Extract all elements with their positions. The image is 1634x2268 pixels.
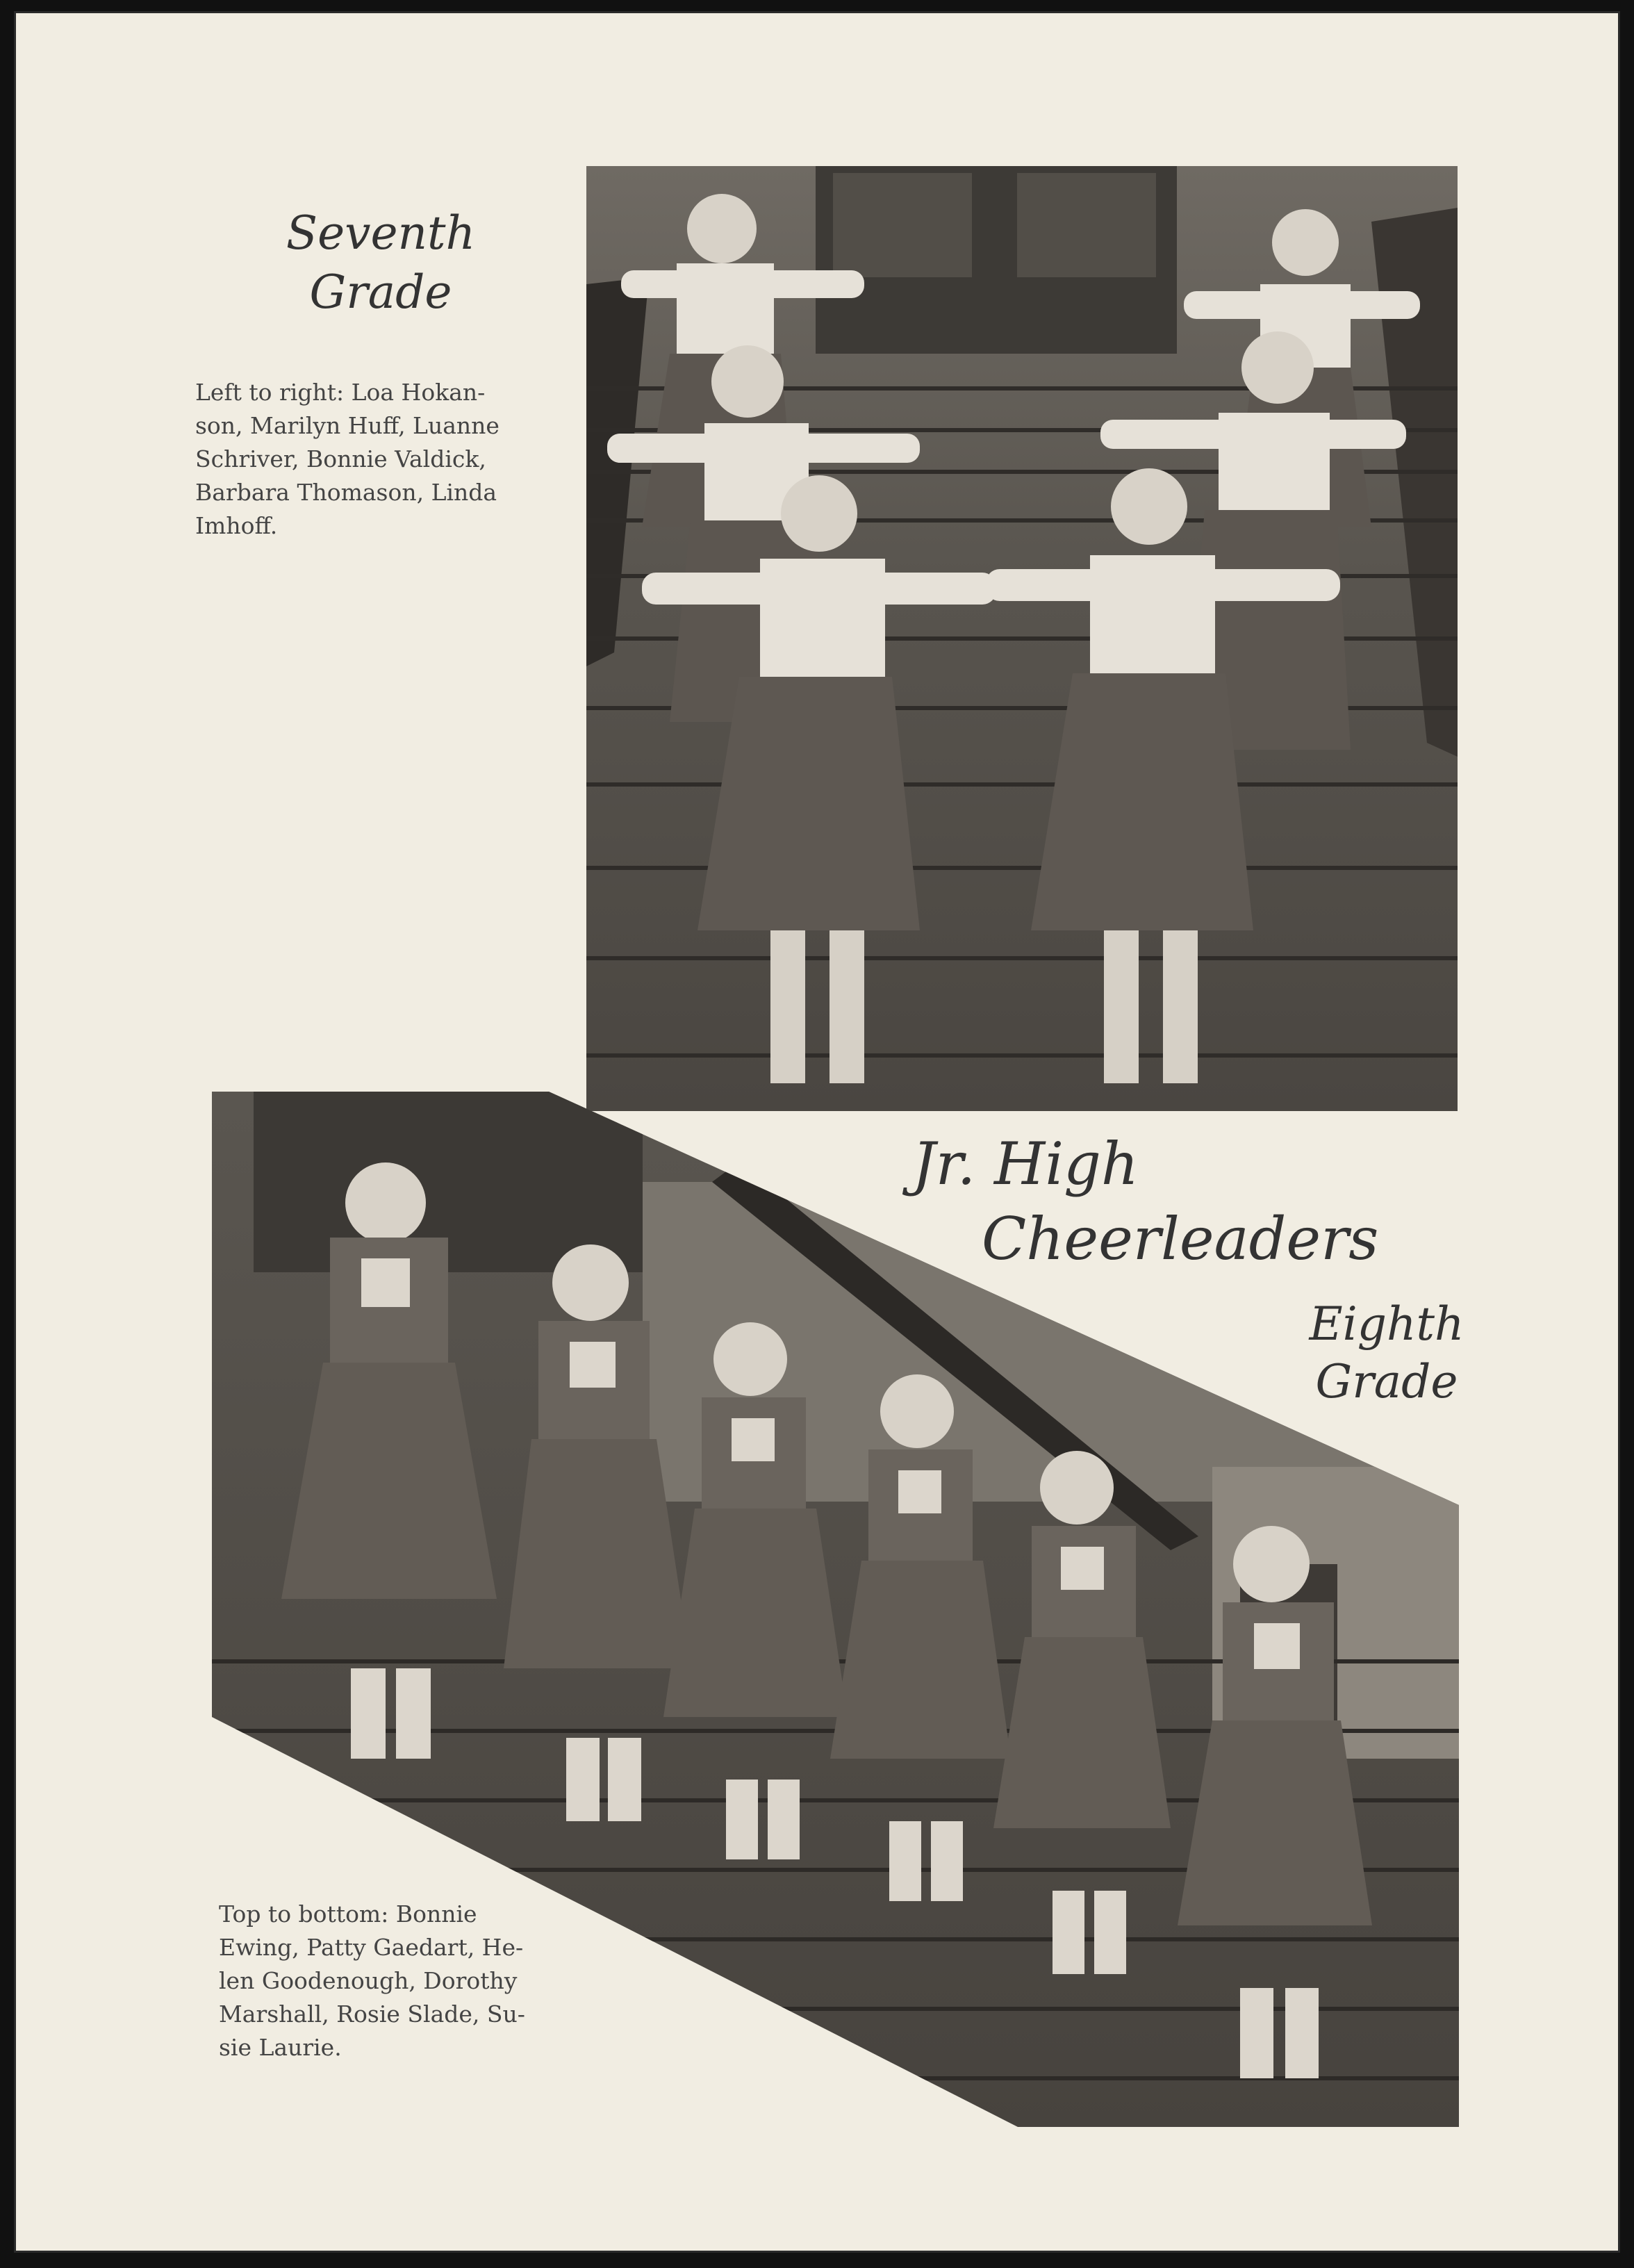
seventh-caption-line: son, Marilyn Huff, Luanne: [195, 412, 500, 439]
eighth-heading-line2: Grade: [1315, 1355, 1458, 1409]
eighth-grade-heading: [1293, 1297, 1480, 1409]
eighth-heading-line1: Eighth: [1309, 1297, 1464, 1351]
eighth-caption-line: Marshall, Rosie Slade, Su-: [219, 2000, 525, 2028]
seventh-caption-line: Barbara Thomason, Linda: [195, 479, 497, 506]
eighth-caption-line: len Goodenough, Dorothy: [219, 1967, 518, 1994]
page-title-line1: Jr. High: [912, 1130, 1139, 1198]
page-title: [891, 1130, 1392, 1274]
yearbook-page: [14, 11, 1620, 2253]
seventh-grade-photo: [586, 166, 1458, 1111]
eighth-caption-line: sie Laurie.: [219, 2034, 342, 2061]
seventh-photo-art: [586, 166, 1458, 1111]
seventh-grade-heading: [280, 206, 481, 320]
seventh-heading-line2: Grade: [309, 265, 452, 320]
seventh-heading-line1: Seventh: [286, 206, 476, 260]
seventh-caption-line: Left to right: Loa Hokan-: [195, 379, 486, 406]
eighth-caption-line: Ewing, Patty Gaedart, He-: [219, 1934, 524, 1961]
eighth-caption-line: Top to bottom: Bonnie: [219, 1900, 477, 1928]
seventh-caption-line: Schriver, Bonnie Valdick,: [195, 445, 486, 472]
page-title-line2: Cheerleaders: [982, 1205, 1379, 1274]
seventh-caption-line: Imhoff.: [195, 512, 278, 539]
seventh-grade-caption: [195, 376, 556, 543]
eighth-grade-caption: [219, 1898, 594, 2064]
